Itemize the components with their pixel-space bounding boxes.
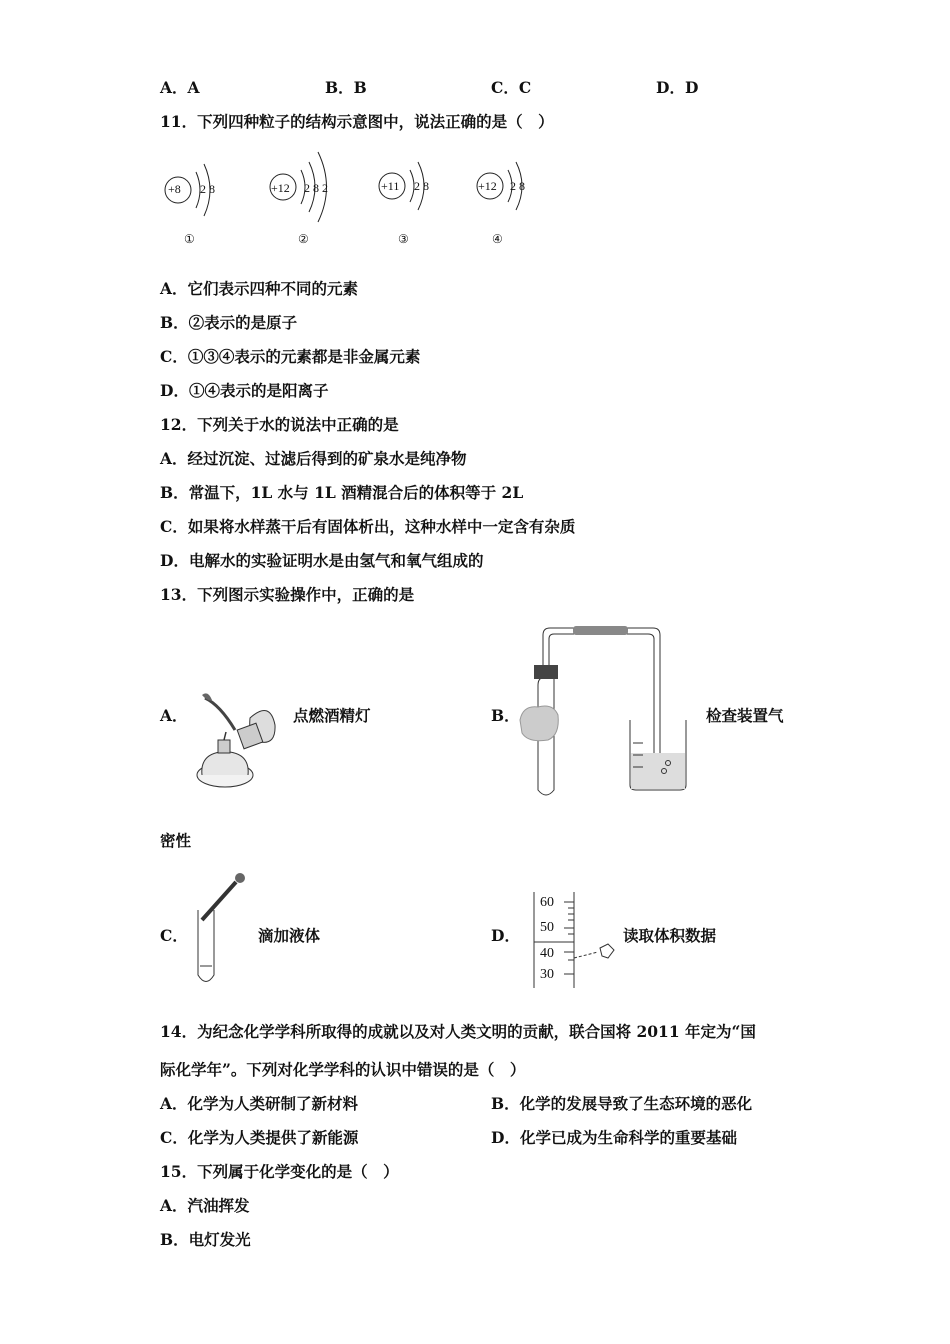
q12-stem: 12．下列关于水的说法中正确的是 (160, 415, 399, 434)
q15-stem: 15．下列属于化学变化的是（ ） (160, 1162, 399, 1181)
q10-option-c: C．C (491, 78, 532, 97)
atom-4-shells: 2 8 (510, 179, 525, 193)
atom-1-label: ① (184, 232, 195, 246)
q11-option-c: C．①③④表示的元素都是非金属元素 (160, 347, 421, 366)
q14-stem-line1: 14．为纪念化学学科所取得的成就以及对人类文明的贡献，联合国将 2011 年定为“国 (160, 1022, 756, 1041)
q14-stem-line2: 际化学年”。下列对化学学科的认识中错误的是（ ） (160, 1060, 526, 1079)
q15-option-a: A．汽油挥发 (160, 1196, 250, 1215)
q10-option-d: D．D (656, 78, 699, 97)
q12-option-a: A．经过沉淀、过滤后得到的矿泉水是纯净物 (160, 449, 467, 468)
atom-4-label: ④ (492, 232, 503, 246)
atom-2-label: ② (298, 232, 309, 246)
airtightness-check-image (518, 625, 703, 800)
atom-3-label: ③ (398, 232, 409, 246)
q15-option-b: B．电灯发光 (160, 1230, 251, 1249)
q13-b-text: 检查装置气 (706, 706, 784, 725)
q12-option-d: D．电解水的实验证明水是由氢气和氧气组成的 (160, 551, 484, 570)
atom-2-shells: 2 8 2 (304, 181, 328, 195)
q13-a-text: 点燃酒精灯 (293, 706, 371, 725)
q13-c-text: 滴加液体 (258, 926, 321, 945)
cylinder-tick-40: 40 (540, 946, 554, 961)
q10-option-a: A．A (160, 78, 200, 97)
alcohol-lamp-lighting-image (190, 690, 285, 795)
atom-1-shells: 2 8 (200, 182, 215, 196)
q13-stem: 13．下列图示实验操作中，正确的是 (160, 585, 415, 604)
q11-option-a: A．它们表示四种不同的元素 (160, 279, 359, 298)
atom-3-shells: 2 8 (414, 179, 429, 193)
q12-option-c: C．如果将水样蒸干后有固体析出，这种水样中一定含有杂质 (160, 517, 576, 536)
q11-stem: 11．下列四种粒子的结构示意图中，说法正确的是（ ） (160, 112, 554, 131)
q14-option-a: A．化学为人类研制了新材料 (160, 1094, 359, 1113)
q13-b-letter: B． (491, 706, 520, 725)
q11-option-d: D．①④表示的是阳离子 (160, 381, 329, 400)
q13-b-text-continued: 密性 (160, 831, 192, 850)
atom-3-nucleus: +11 (381, 179, 400, 193)
q13-a-letter: A． (160, 706, 188, 725)
q14-option-c: C．化学为人类提供了新能源 (160, 1128, 359, 1147)
atom-1-nucleus: +8 (168, 182, 181, 196)
q11-option-b: B．②表示的是原子 (160, 313, 298, 332)
q14-option-d: D．化学已成为生命科学的重要基础 (491, 1128, 737, 1147)
atom-2-nucleus: +12 (271, 181, 290, 195)
cylinder-tick-30: 30 (540, 967, 554, 982)
q12-option-b: B．常温下，1L 水与 1L 酒精混合后的体积等于 2L (160, 483, 524, 502)
q10-option-b: B．B (325, 78, 367, 97)
atom-4-nucleus: +12 (478, 179, 497, 193)
q13-c-letter: C． (160, 926, 188, 945)
q13-d-letter: D． (491, 926, 520, 945)
cylinder-tick-60: 60 (540, 895, 554, 910)
dropping-liquid-image (190, 870, 255, 990)
q14-option-b: B．化学的发展导致了生态环境的恶化 (491, 1094, 753, 1113)
cylinder-tick-50: 50 (540, 920, 554, 935)
q13-d-text: 读取体积数据 (623, 926, 717, 945)
